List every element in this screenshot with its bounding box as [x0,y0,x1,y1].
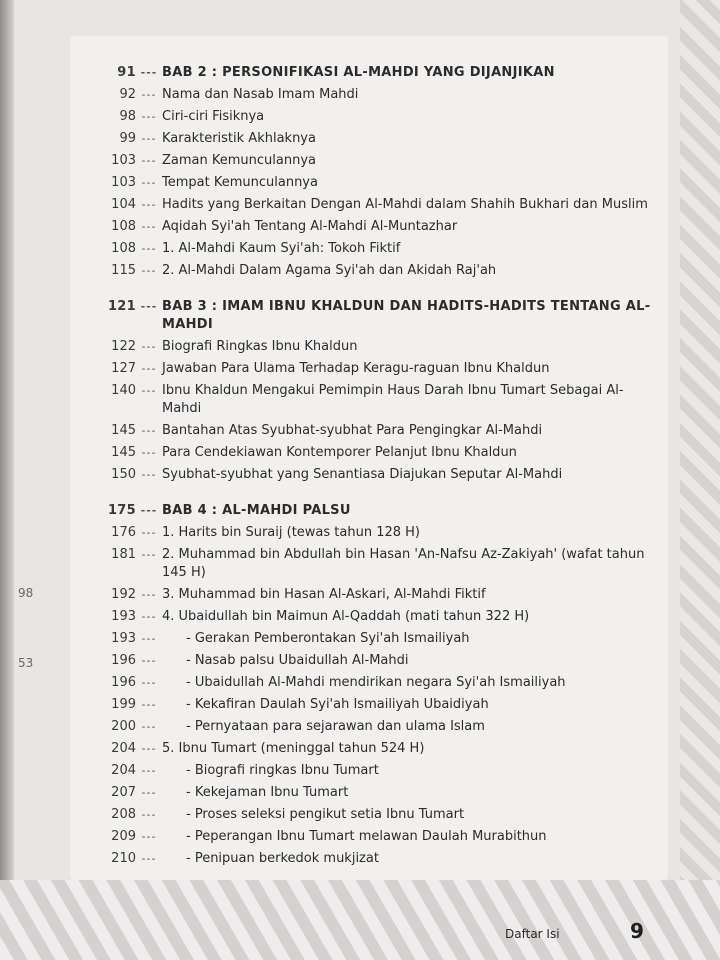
toc-title: 2. Al-Mahdi Dalam Agama Syi'ah dan Akidah Raj'ah [162,263,497,278]
toc-page-number: 103 [111,175,136,190]
toc-leader: --- [141,384,157,397]
toc-leader: --- [141,632,157,645]
toc-title: - Biografi ringkas Ibnu Tumart [186,763,379,778]
toc-page-number: 115 [111,263,136,278]
toc-title: - Kekafiran Daulah Syi'ah Ismailiyah Ubaidiyah [186,697,489,712]
toc-title: - Penipuan berkedok mukjizat [186,851,379,866]
toc-title: BAB 3 : IMAM IBNU KHALDUN DAN HADITS-HADITS TENTANG AL-MAHDI [162,299,651,332]
toc-leader: --- [141,526,157,539]
toc-title: - Peperangan Ibnu Tumart melawan Daulah Murabithun [186,829,547,844]
toc-page-number: 145 [111,445,136,460]
toc-title: - Ubaidullah Al-Mahdi mendirikan negara Syi'ah Ismailiyah [186,675,566,690]
ornament-border-right [680,0,720,960]
toc-entry [98,382,658,418]
toc-subentry [98,828,658,846]
table-of-contents [98,58,658,872]
toc-title: BAB 2 : PERSONIFIKASI AL-MAHDI YANG DIJANJIKAN [162,65,555,80]
toc-leader: --- [141,654,157,667]
toc-leader: --- [141,88,157,101]
toc-page-number: 193 [111,609,136,624]
toc-title: - Pernyataan para sejarawan dan ulama Islam [186,719,485,734]
toc-title: 2. Muhammad bin Abdullah bin Hasan 'An-Nafsu Az-Zakiyah' (wafat tahun 145 H) [162,547,645,580]
toc-leader: --- [141,852,157,865]
toc-leader: --- [141,610,157,623]
toc-subentry [98,850,658,868]
toc-page-number: 196 [111,653,136,668]
toc-leader: --- [141,340,157,353]
book-edge-left [0,0,14,960]
toc-entry [98,422,658,440]
toc-title: Karakteristik Akhlaknya [162,131,316,146]
toc-leader: --- [141,242,157,255]
toc-title: Ciri-ciri Fisiknya [162,109,265,124]
toc-leader: --- [141,424,157,437]
toc-leader: --- [141,446,157,459]
toc-page-number: 104 [111,197,136,212]
toc-subentry [98,674,658,692]
toc-chapter-entry [98,64,658,82]
toc-title: 1. Harits bin Suraij (tewas tahun 128 H) [162,525,421,540]
toc-page-number: 99 [119,131,136,146]
toc-chapter-entry [98,502,658,520]
toc-entry [98,152,658,170]
toc-title: Nama dan Nasab Imam Mahdi [162,87,359,102]
toc-leader: --- [141,676,157,689]
toc-title: - Kekejaman Ibnu Tumart [186,785,349,800]
toc-subentry [98,806,658,824]
toc-title: - Nasab palsu Ubaidullah Al-Mahdi [186,653,409,668]
toc-leader: --- [141,154,157,167]
toc-chapter-entry [98,298,658,334]
toc-leader: --- [141,720,157,733]
toc-title: Hadits yang Berkaitan Dengan Al-Mahdi dalam Shahih Bukhari dan Muslim [162,197,648,212]
running-footer-label: Daftar Isi [505,927,560,941]
toc-page-number: 193 [111,631,136,646]
toc-title: Jawaban Para Ulama Terhadap Keragu-raguan Ibnu Khaldun [162,361,550,376]
toc-title: - Gerakan Pemberontakan Syi'ah Ismailiyah [186,631,470,646]
toc-entry [98,196,658,214]
toc-leader: --- [141,548,157,561]
toc-entry [98,86,658,104]
toc-page-number: 181 [111,547,136,562]
toc-page-number: 108 [111,219,136,234]
toc-leader: --- [141,468,157,481]
toc-leader: --- [141,264,157,277]
toc-entry [98,240,658,258]
toc-page-number: 208 [111,807,136,822]
toc-page-number: 192 [111,587,136,602]
toc-entry [98,174,658,192]
margin-mark: 98 [18,586,34,600]
toc-page-number: 122 [111,339,136,354]
toc-entry [98,546,658,582]
toc-entry [98,338,658,356]
toc-page-number: 175 [107,503,136,518]
toc-entry [98,740,658,758]
toc-leader: --- [141,588,157,601]
toc-page-number: 92 [119,87,136,102]
toc-leader: --- [141,698,157,711]
toc-page-number: 103 [111,153,136,168]
toc-page-number: 196 [111,675,136,690]
toc-leader: --- [140,66,158,79]
toc-subentry [98,762,658,780]
toc-subentry [98,652,658,670]
toc-page-number: 199 [111,697,136,712]
toc-subentry [98,718,658,736]
toc-entry [98,608,658,626]
toc-page-number: 108 [111,241,136,256]
toc-leader: --- [141,742,157,755]
toc-page-number: 200 [111,719,136,734]
toc-title: Tempat Kemunculannya [162,175,318,190]
margin-mark: 53 [18,656,34,670]
toc-leader: --- [140,504,158,517]
toc-title: Ibnu Khaldun Mengakui Pemimpin Haus Darah Ibnu Tumart Sebagai Al-Mahdi [162,383,624,416]
toc-entry [98,524,658,542]
toc-title: Bantahan Atas Syubhat-syubhat Para Pengingkar Al-Mahdi [162,423,543,438]
toc-page-number: 145 [111,423,136,438]
toc-leader: --- [141,808,157,821]
toc-title: 1. Al-Mahdi Kaum Syi'ah: Tokoh Fiktif [162,241,401,256]
toc-subentry [98,784,658,802]
page-number: 9 [630,919,644,943]
toc-leader: --- [141,220,157,233]
toc-title: Biografi Ringkas Ibnu Khaldun [162,339,358,354]
toc-title: BAB 4 : AL-MAHDI PALSU [162,503,351,518]
toc-leader: --- [141,110,157,123]
toc-page-number: 140 [111,383,136,398]
toc-leader: --- [141,198,157,211]
toc-leader: --- [141,132,157,145]
toc-leader: --- [141,176,157,189]
toc-entry [98,444,658,462]
toc-page-number: 121 [107,299,136,314]
toc-entry [98,262,658,280]
book-page [18,0,678,960]
toc-page-number: 210 [111,851,136,866]
toc-leader: --- [141,786,157,799]
toc-page-number: 207 [111,785,136,800]
toc-subentry [98,696,658,714]
toc-page-number: 204 [111,741,136,756]
toc-title: 3. Muhammad bin Hasan Al-Askari, Al-Mahdi Fiktif [162,587,486,602]
toc-entry [98,466,658,484]
toc-entry [98,586,658,604]
toc-leader: --- [141,764,157,777]
toc-leader: --- [140,300,158,313]
toc-entry [98,360,658,378]
toc-title: Zaman Kemunculannya [162,153,316,168]
toc-page-number: 176 [111,525,136,540]
toc-leader: --- [141,830,157,843]
toc-title: 4. Ubaidullah bin Maimun Al-Qaddah (mati tahun 322 H) [162,609,530,624]
toc-title: Aqidah Syi'ah Tentang Al-Mahdi Al-Muntazhar [162,219,458,234]
toc-page-number: 98 [119,109,136,124]
toc-page-number: 127 [111,361,136,376]
toc-page-number: 91 [117,65,136,80]
toc-title: - Proses seleksi pengikut setia Ibnu Tumart [186,807,465,822]
toc-page-number: 209 [111,829,136,844]
toc-entry [98,108,658,126]
toc-title: 5. Ibnu Tumart (meninggal tahun 524 H) [162,741,425,756]
toc-entry [98,218,658,236]
toc-title: Syubhat-syubhat yang Senantiasa Diajukan Seputar Al-Mahdi [162,467,563,482]
toc-leader: --- [141,362,157,375]
toc-title: Para Cendekiawan Kontemporer Pelanjut Ibnu Khaldun [162,445,517,460]
toc-page-number: 204 [111,763,136,778]
toc-page-number: 150 [111,467,136,482]
toc-subentry [98,630,658,648]
toc-entry [98,130,658,148]
